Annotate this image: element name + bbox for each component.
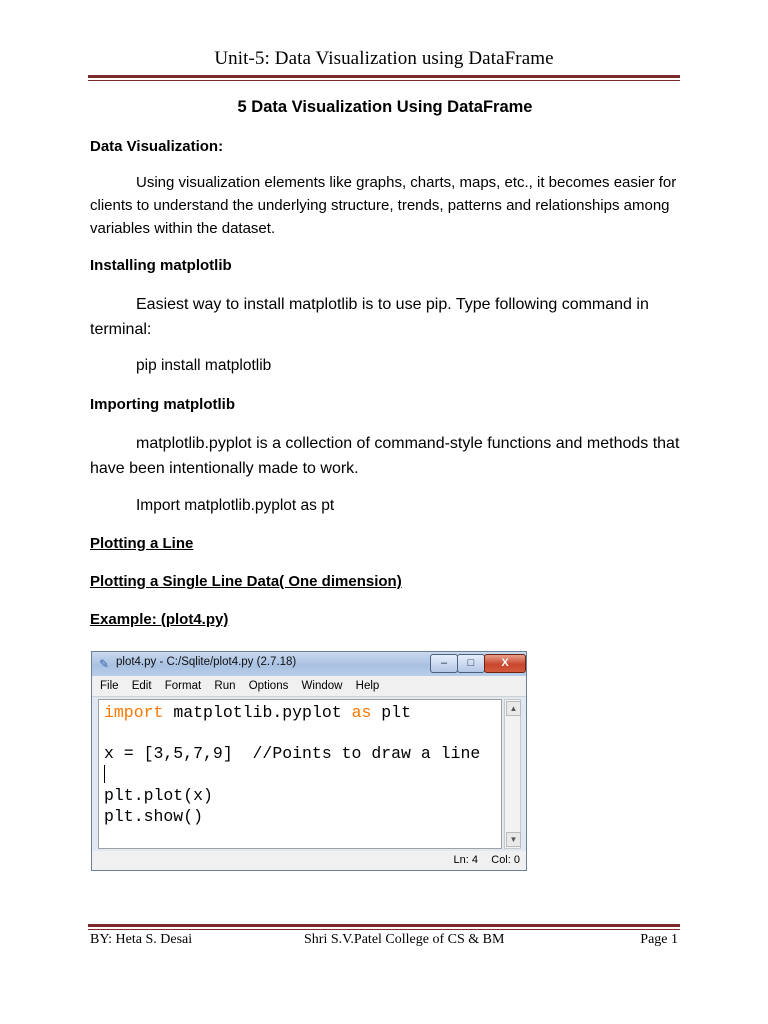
code-line-2	[104, 724, 501, 745]
heading-installing-matplotlib: Installing matplotlib	[90, 257, 232, 274]
vertical-scrollbar[interactable]	[504, 699, 521, 849]
page-header-title: Unit-5: Data Visualization using DataFrame	[214, 48, 554, 69]
code-line-3: x = [3,5,7,9] //Points to draw a line	[104, 744, 481, 763]
idle-editor-window	[91, 651, 527, 871]
scroll-up-arrow-icon[interactable]: ▲	[506, 701, 521, 716]
menu-help[interactable]: Help	[355, 680, 380, 692]
close-button[interactable]: X	[484, 654, 526, 673]
heading-example: Example: (plot4.py)	[90, 611, 229, 628]
menu-run[interactable]: Run	[214, 680, 236, 692]
code-line-1	[104, 703, 501, 724]
heading-plotting-a-line: Plotting a Line	[90, 535, 194, 552]
scroll-down-arrow-icon[interactable]: ▼	[506, 832, 521, 847]
code-line-6: plt.show()	[104, 806, 204, 826]
status-column: Col: 0	[491, 854, 520, 866]
menu-bar	[92, 676, 526, 697]
code-editor[interactable]	[98, 699, 502, 849]
footer-college: Shri S.V.Patel College of CS & BM	[304, 932, 505, 947]
footer-page-number: Page 1	[640, 932, 678, 947]
heading-data-visualization: Data Visualization:	[90, 138, 224, 155]
text-caret	[104, 765, 105, 783]
paragraph-installing: Easiest way to install matplotlib is to use pip. Type following command in terminal:	[90, 296, 649, 338]
code-token: matplotlib.pyplot	[163, 703, 352, 722]
menu-window[interactable]: Window	[301, 680, 343, 692]
python-file-icon: ✎	[98, 657, 110, 671]
heading-plotting-single-line: Plotting a Single Line Data( One dimension)	[90, 573, 402, 590]
menu-options[interactable]: Options	[248, 680, 289, 692]
header-rule	[88, 75, 680, 81]
maximize-button[interactable]: □	[457, 654, 485, 673]
import-command: Import matplotlib.pyplot as pt	[136, 497, 335, 514]
keyword-as: as	[351, 703, 372, 722]
code-line-5: plt.plot(x)	[104, 786, 213, 805]
minimize-button[interactable]: –	[430, 654, 458, 673]
footer-author: BY: Heta S. Desai	[90, 932, 193, 947]
menu-edit[interactable]: Edit	[131, 680, 152, 692]
code-line-4	[104, 765, 501, 787]
heading-importing-matplotlib: Importing matplotlib	[90, 396, 235, 413]
status-bar	[92, 851, 526, 870]
paragraph-data-visualization: Using visualization elements like graphs, charts, maps, etc., it becomes easier for clients to understand the underlying structure, trends, patterns and relationships among variables within the dataset.	[90, 174, 677, 237]
document-title: 5 Data Visualization Using DataFrame	[237, 98, 533, 116]
footer-rule	[88, 924, 680, 930]
status-line: Ln: 4	[453, 854, 478, 866]
window-title: plot4.py - C:/Sqlite/plot4.py (2.7.18)	[116, 656, 297, 668]
menu-file[interactable]: File	[100, 680, 119, 692]
install-command: pip install matplotlib	[136, 357, 272, 374]
menu-format[interactable]: Format	[164, 680, 202, 692]
code-token: plt	[371, 703, 411, 722]
window-titlebar[interactable]	[92, 652, 526, 676]
document-body	[90, 96, 680, 631]
keyword-import: import	[104, 703, 164, 722]
paragraph-importing: matplotlib.pyplot is a collection of command-style functions and methods that have been intentionally made to work.	[90, 435, 680, 477]
